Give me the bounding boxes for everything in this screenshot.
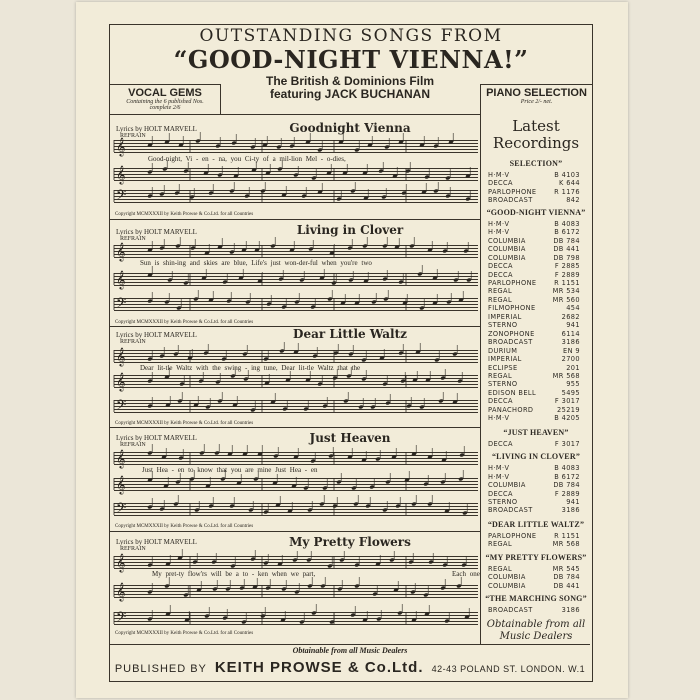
recording-label: DECCA: [488, 489, 513, 498]
recording-row: [484, 540, 588, 548]
song-refrain-label: REFRAIN: [120, 546, 146, 552]
publisher-line: [110, 659, 590, 676]
song-title: Living in Clover: [296, 223, 404, 237]
recording-label: IMPERIAL: [488, 355, 522, 364]
song-copyright: Copyright MCMXXXII by Keith Prowse & Co.Ltd. for all Countries: [115, 212, 254, 217]
recording-catalog-number: F 2889: [554, 489, 580, 498]
recording-row: [484, 245, 588, 253]
featuring-line: featuring JACK BUCHANAN: [269, 87, 430, 101]
song-title: My Pretty Flowers: [289, 535, 411, 549]
recordings-heading: Latest Recordings: [492, 117, 580, 152]
treble-clef-icon: 𝄞: [116, 347, 126, 366]
recording-catalog-number: MR 568: [552, 371, 580, 380]
treble-clef-icon: 𝄞: [116, 582, 126, 601]
recording-catalog-number: B 4103: [554, 171, 580, 179]
recording-row: [484, 271, 588, 279]
recording-row: [484, 498, 588, 506]
recording-catalog-number: MR 534: [552, 287, 580, 296]
recording-row: [484, 237, 588, 245]
song-refrain-label: REFRAIN: [120, 133, 146, 139]
recording-catalog-number: 3186: [561, 606, 580, 615]
recording-catalog-number: MR 568: [552, 540, 580, 549]
recording-row: [484, 473, 588, 481]
recording-label: H·M·V: [488, 219, 510, 228]
recording-label: REGAL: [488, 564, 513, 573]
treble-clef-icon: 𝄞: [116, 242, 126, 261]
publisher-name: KEITH PROWSE & Co.Ltd.: [214, 659, 424, 676]
recording-catalog-number: 3186: [561, 506, 580, 515]
recording-catalog-number: DB 441: [553, 245, 580, 254]
song-title: Just Heaven: [309, 431, 391, 445]
recording-row: [484, 506, 588, 514]
recording-label: COLUMBIA: [488, 253, 526, 262]
recording-catalog-number: F 3017: [554, 439, 580, 448]
song-refrain-label: REFRAIN: [120, 442, 146, 448]
recording-catalog-number: R 1151: [554, 278, 580, 287]
recording-section-title: “DEAR LITTLE WALTZ”: [487, 519, 585, 529]
recording-catalog-number: 201: [566, 363, 580, 372]
recording-catalog-number: 25219: [557, 405, 580, 414]
recording-row: [484, 287, 588, 295]
recording-label: H·M·V: [488, 472, 510, 481]
song-refrain-label: REFRAIN: [120, 339, 146, 345]
treble-clef-icon: 𝄞: [116, 475, 126, 494]
recording-row: [484, 313, 588, 321]
piano-selection-title: PIANO SELECTION: [486, 87, 587, 99]
recording-label: DECCA: [488, 179, 513, 188]
recording-label: H·M·V: [488, 228, 510, 237]
song-refrain-label: REFRAIN: [120, 236, 146, 242]
recording-catalog-number: B 4083: [554, 464, 580, 473]
recording-label: BROADCAST: [488, 606, 533, 615]
recording-catalog-number: B 6172: [554, 228, 580, 237]
recording-catalog-number: 955: [566, 380, 580, 389]
recording-catalog-number: DB 441: [553, 581, 580, 590]
recording-catalog-number: F 3017: [554, 397, 580, 406]
song-lyricist: Lyrics by HOLT MARVELL: [116, 125, 197, 133]
header-line-1: OUTSTANDING SONGS FROM: [199, 26, 503, 46]
song-lyrics-line: My pret-ty flow'rs will be a to - ken when we part,: [152, 570, 316, 578]
recording-catalog-number: 2682: [561, 312, 580, 321]
vocal-gems-title: VOCAL GEMS: [128, 87, 202, 99]
recording-row: [484, 606, 588, 614]
treble-clef-icon: 𝄞: [116, 270, 126, 289]
recording-label: PANACHORD: [488, 405, 534, 414]
recording-label: DECCA: [488, 270, 513, 279]
recording-row: [484, 220, 588, 228]
bass-clef-icon: 𝄢: [116, 609, 127, 628]
recording-label: REGAL: [488, 371, 513, 380]
song-lyrics-line: Good-night, Vi - en - na, you Ci-ty of a mil-lion Mel - o-dies,: [148, 155, 346, 163]
recording-label: DECCA: [488, 262, 513, 271]
recording-label: STERNO: [488, 380, 518, 389]
recording-label: BROADCAST: [488, 506, 533, 515]
bass-clef-icon: 𝄢: [116, 187, 127, 206]
recording-label: COLUMBIA: [488, 581, 526, 590]
recording-catalog-number: MR 545: [552, 564, 580, 573]
recording-row: [484, 321, 588, 329]
treble-clef-icon: 𝄞: [116, 372, 126, 391]
song-lyricist: Lyrics by HOLT MARVELL: [116, 331, 197, 339]
recording-row: [484, 338, 588, 346]
song-lyrics-line: Just Hea - en to know that you are mine Just Hea - en: [142, 466, 318, 474]
recording-label: STERNO: [488, 497, 518, 506]
recording-label: PARLOPHONE: [488, 278, 537, 287]
recording-row: [484, 364, 588, 372]
recording-catalog-number: B 6172: [554, 472, 580, 481]
recording-label: IMPERIAL: [488, 312, 522, 321]
recording-row: [484, 414, 588, 422]
song-lyricist: Lyrics by HOLT MARVELL: [116, 228, 197, 236]
recording-label: DECCA: [488, 397, 513, 406]
song-title: Goodnight Vienna: [289, 121, 411, 135]
recording-label: COLUMBIA: [488, 481, 526, 490]
recording-catalog-number: EN 9: [563, 346, 580, 355]
recording-label: EDISON BELL: [488, 388, 537, 397]
recording-label: BROADCAST: [488, 338, 533, 347]
recording-catalog-number: K 644: [558, 179, 580, 188]
song-lyricist: Lyrics by HOLT MARVELL: [116, 538, 197, 546]
recording-label: ECLIPSE: [488, 363, 518, 372]
recording-label: REGAL: [488, 295, 513, 304]
recording-row: [484, 254, 588, 262]
recording-row: [484, 372, 588, 380]
recording-label: DURIUM: [488, 346, 518, 355]
recording-label: H·M·V: [488, 464, 510, 473]
recording-label: H·M·V: [488, 414, 510, 423]
recording-catalog-number: MR 560: [552, 295, 580, 304]
treble-clef-icon: 𝄞: [116, 449, 126, 468]
recording-catalog-number: 6114: [561, 329, 580, 338]
recording-label: H·M·V: [488, 171, 510, 179]
film-subtitle: The British & Dominions Film: [265, 74, 434, 88]
recording-catalog-number: R 1176: [554, 187, 580, 196]
song-title: Dear Little Waltz: [293, 327, 407, 341]
recording-label: COLUMBIA: [488, 573, 526, 582]
song-copyright: Copyright MCMXXXII by Keith Prowse & Co.Ltd. for all Countries: [115, 524, 254, 529]
song-lyrics-line: Sun is shin-ing and skies are blue, Life's just won-der-ful when you're two: [140, 259, 372, 267]
vocal-gems-price: complete 2/6: [149, 105, 181, 111]
recording-row: [484, 228, 588, 236]
recording-catalog-number: DB 784: [553, 236, 580, 245]
piano-selection-price: Price 2/- net.: [520, 99, 553, 105]
recording-catalog-number: 3186: [561, 338, 580, 347]
recording-row: [484, 573, 588, 581]
recording-row: [484, 490, 588, 498]
recording-row: [484, 355, 588, 363]
song-copyright: Copyright MCMXXXII by Keith Prowse & Co.Ltd. for all Countries: [115, 631, 254, 636]
recording-row: [484, 397, 588, 405]
recording-catalog-number: R 1151: [554, 531, 580, 540]
bass-clef-icon: 𝄢: [116, 295, 127, 314]
recording-catalog-number: 941: [566, 321, 580, 330]
recording-row: [484, 296, 588, 304]
song-copyright: Copyright MCMXXXII by Keith Prowse & Co.Ltd. for all Countries: [115, 421, 254, 426]
published-by: PUBLISHED BY: [114, 663, 207, 675]
song-copyright: Copyright MCMXXXII by Keith Prowse & Co.Ltd. for all Countries: [115, 320, 254, 325]
recording-section-title: “JUST HEAVEN”: [503, 427, 569, 437]
recording-label: REGAL: [488, 287, 513, 296]
footer-obtainable: Obtainable from all Music Dealers: [292, 646, 408, 655]
recording-row: [484, 196, 588, 204]
recording-label: COLUMBIA: [488, 245, 526, 254]
bass-clef-icon: 𝄢: [116, 500, 127, 519]
recording-catalog-number: 2700: [561, 355, 580, 364]
recording-row: [484, 279, 588, 287]
recording-catalog-number: 454: [566, 304, 580, 313]
song-lyrics-line: Dear lit-tle Waltz with the swing - ing tune, Dear lit-tle Waltz that the: [140, 364, 361, 372]
recording-row: [484, 179, 588, 187]
recording-row: [484, 532, 588, 540]
recording-label: PARLOPHONE: [488, 531, 537, 540]
recording-row: [484, 406, 588, 414]
recording-catalog-number: F 2885: [554, 262, 580, 271]
recording-row: [484, 380, 588, 388]
song-lyricist: Lyrics by HOLT MARVELL: [116, 434, 197, 442]
recording-catalog-number: F 2889: [554, 270, 580, 279]
recording-section-title: “THE MARCHING SONG”: [485, 594, 587, 604]
recording-catalog-number: 5495: [561, 388, 580, 397]
recording-section-title: “LIVING IN CLOVER”: [491, 452, 581, 462]
recording-catalog-number: DB 784: [553, 573, 580, 582]
song-lyrics-continuation: Each one: [452, 570, 480, 578]
recording-row: [484, 330, 588, 338]
recording-label: FILMOPHONE: [488, 304, 536, 313]
recording-row: [484, 171, 588, 179]
treble-clef-icon: 𝄞: [116, 165, 126, 184]
bass-clef-icon: 𝄢: [116, 397, 127, 416]
recording-label: DECCA: [488, 439, 513, 448]
recording-section-title: “GOOD-NIGHT VIENNA”: [486, 207, 586, 217]
recording-label: BROADCAST: [488, 196, 533, 205]
recording-label: PARLOPHONE: [488, 187, 537, 196]
recording-row: [484, 464, 588, 472]
recording-row: [484, 304, 588, 312]
sidebar-obtainable: Obtainable from all Music Dealers: [486, 619, 586, 642]
vocal-gems-note: Containing the 6 published Nos.: [126, 99, 204, 105]
recording-row: [484, 389, 588, 397]
recording-section-title: SELECTION”: [509, 159, 563, 168]
publisher-address: 42-43 POLAND ST. LONDON. W.1: [431, 664, 586, 674]
recording-label: STERNO: [488, 321, 518, 330]
treble-clef-icon: 𝄞: [116, 553, 126, 572]
recording-row: [484, 347, 588, 355]
recording-label: REGAL: [488, 540, 513, 549]
recording-section-title: “MY PRETTY FLOWERS”: [485, 552, 587, 562]
recording-row: [484, 582, 588, 590]
recording-label: ZONOPHONE: [488, 329, 535, 338]
recording-catalog-number: DB 798: [553, 253, 580, 262]
recording-catalog-number: 941: [566, 497, 580, 506]
header-title: “GOOD-NIGHT VIENNA!”: [173, 45, 529, 74]
treble-clef-icon: 𝄞: [116, 137, 126, 156]
recording-row: [484, 188, 588, 196]
recording-label: COLUMBIA: [488, 236, 526, 245]
recording-row: [484, 481, 588, 489]
recordings-list: [484, 155, 588, 615]
recording-catalog-number: B 4205: [554, 414, 580, 423]
recording-catalog-number: B 4083: [554, 219, 580, 228]
recording-catalog-number: DB 784: [553, 481, 580, 490]
recording-row: [484, 440, 588, 448]
recording-row: [484, 262, 588, 270]
recording-row: [484, 565, 588, 573]
recording-catalog-number: 842: [566, 196, 580, 205]
